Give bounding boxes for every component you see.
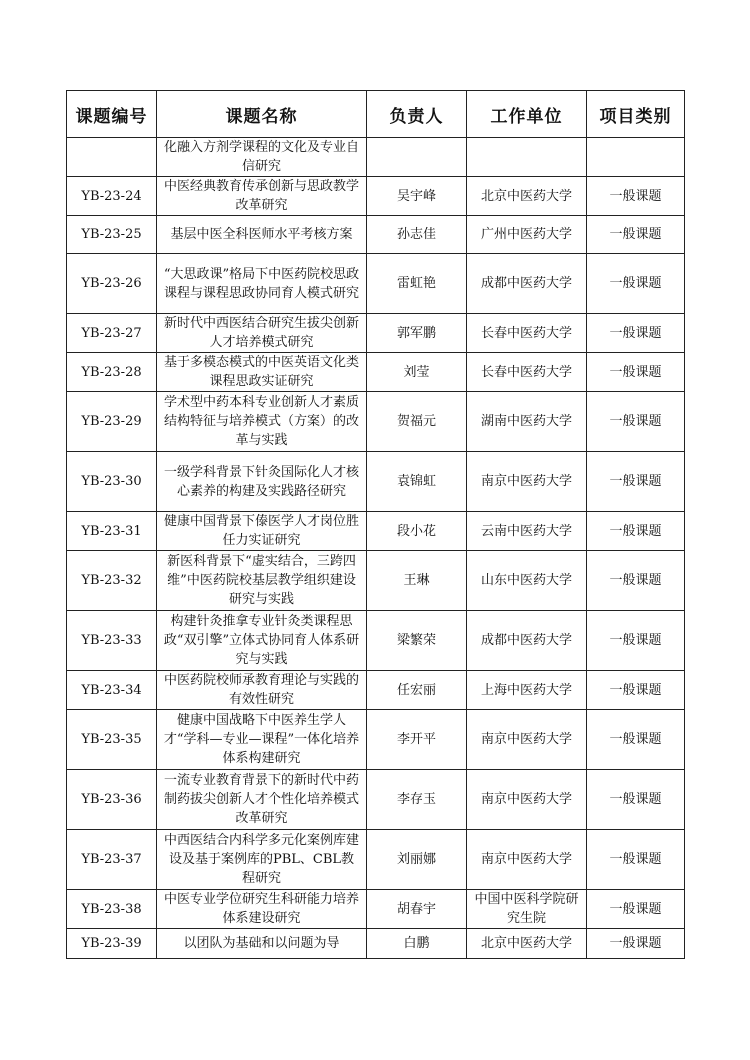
row-unit-cell: 南京中医药大学 [467, 770, 587, 830]
table-row [67, 830, 685, 890]
row-leader-cell: 胡春宇 [367, 890, 467, 929]
row-id-cell: YB-23-38 [67, 890, 157, 929]
table-row [67, 392, 685, 452]
row-title-cell: 新时代中西医结合研究生拔尖创新人才培养模式研究 [157, 314, 367, 353]
row-leader-cell: 孙志佳 [367, 216, 467, 254]
row-leader-cell: 袁锦虹 [367, 452, 467, 512]
row-title-cell: 新医科背景下“虚实结合，三跨四维”中医药院校基层教学组织建设研究与实践 [157, 551, 367, 611]
table-row [67, 770, 685, 830]
row-category-cell: 一般课题 [587, 671, 685, 710]
row-unit-cell: 中国中医科学院研究生院 [467, 890, 587, 929]
row-leader-cell: 段小花 [367, 512, 467, 551]
row-title-cell: 基于多模态模式的中医英语文化类课程思政实证研究 [157, 353, 367, 392]
row-unit-cell: 云南中医药大学 [467, 512, 587, 551]
row-leader-cell: 刘丽娜 [367, 830, 467, 890]
row-leader-cell: 李开平 [367, 710, 467, 770]
table-row [67, 929, 685, 959]
row-category-cell: 一般课题 [587, 216, 685, 254]
row-id-cell: YB-23-31 [67, 512, 157, 551]
header-unit: 工作单位 [467, 91, 587, 138]
row-unit-cell: 山东中医药大学 [467, 551, 587, 611]
table-body [67, 138, 685, 959]
row-category-cell: 一般课题 [587, 770, 685, 830]
row-leader-cell: 王琳 [367, 551, 467, 611]
table-row [67, 177, 685, 216]
row-id-cell: YB-23-25 [67, 216, 157, 254]
row-id-cell: YB-23-35 [67, 710, 157, 770]
row-category-cell: 一般课题 [587, 611, 685, 671]
row-leader-cell: 白鹏 [367, 929, 467, 959]
table-row [67, 710, 685, 770]
row-id-cell: YB-23-30 [67, 452, 157, 512]
table-row [67, 138, 685, 177]
row-category-cell [587, 138, 685, 177]
project-table [66, 90, 685, 959]
row-category-cell: 一般课题 [587, 177, 685, 216]
row-unit-cell: 南京中医药大学 [467, 830, 587, 890]
row-title-cell: 一级学科背景下针灸国际化人才核心素养的构建及实践路径研究 [157, 452, 367, 512]
table-row [67, 353, 685, 392]
row-title-cell: 学术型中药本科专业创新人才素质结构特征与培养模式（方案）的改革与实践 [157, 392, 367, 452]
row-id-cell: YB-23-29 [67, 392, 157, 452]
row-category-cell: 一般课题 [587, 452, 685, 512]
row-title-cell: 基层中医全科医师水平考核方案 [157, 216, 367, 254]
row-title-cell: 健康中国背景下傣医学人才岗位胜任力实证研究 [157, 512, 367, 551]
row-leader-cell: 梁繁荣 [367, 611, 467, 671]
row-id-cell: YB-23-28 [67, 353, 157, 392]
row-title-cell: 化融入方剂学课程的文化及专业自信研究 [157, 138, 367, 177]
row-unit-cell: 上海中医药大学 [467, 671, 587, 710]
table-row [67, 216, 685, 254]
row-unit-cell: 南京中医药大学 [467, 452, 587, 512]
row-id-cell: YB-23-27 [67, 314, 157, 353]
table-row [67, 314, 685, 353]
row-category-cell: 一般课题 [587, 551, 685, 611]
header-title: 课题名称 [157, 91, 367, 138]
row-unit-cell: 成都中医药大学 [467, 254, 587, 314]
header-category: 项目类别 [587, 91, 685, 138]
row-title-cell: 以团队为基础和以问题为导 [157, 929, 367, 959]
row-unit-cell: 北京中医药大学 [467, 929, 587, 959]
row-leader-cell: 李存玉 [367, 770, 467, 830]
table-row [67, 512, 685, 551]
row-title-cell: 一流专业教育背景下的新时代中药制药拔尖创新人才个性化培养模式改革研究 [157, 770, 367, 830]
row-id-cell: YB-23-24 [67, 177, 157, 216]
row-leader-cell [367, 138, 467, 177]
row-unit-cell: 湖南中医药大学 [467, 392, 587, 452]
row-category-cell: 一般课题 [587, 512, 685, 551]
table-row [67, 671, 685, 710]
row-category-cell: 一般课题 [587, 353, 685, 392]
row-unit-cell: 长春中医药大学 [467, 353, 587, 392]
row-category-cell: 一般课题 [587, 710, 685, 770]
row-category-cell: 一般课题 [587, 314, 685, 353]
row-category-cell: 一般课题 [587, 890, 685, 929]
row-title-cell: 中医专业学位研究生科研能力培养体系建设研究 [157, 890, 367, 929]
row-category-cell: 一般课题 [587, 254, 685, 314]
row-category-cell: 一般课题 [587, 929, 685, 959]
table-row [67, 611, 685, 671]
row-id-cell: YB-23-36 [67, 770, 157, 830]
row-title-cell: 中医药院校师承教育理论与实践的有效性研究 [157, 671, 367, 710]
row-id-cell: YB-23-26 [67, 254, 157, 314]
row-leader-cell: 贺福元 [367, 392, 467, 452]
row-leader-cell: 刘莹 [367, 353, 467, 392]
row-leader-cell: 郭军鹏 [367, 314, 467, 353]
row-id-cell: YB-23-39 [67, 929, 157, 959]
row-unit-cell [467, 138, 587, 177]
table-header-row [67, 91, 685, 138]
table-row [67, 551, 685, 611]
row-title-cell: 构建针灸推拿专业针灸类课程思政“双引擎”立体式协同育人体系研究与实践 [157, 611, 367, 671]
table-row [67, 452, 685, 512]
row-id-cell [67, 138, 157, 177]
row-title-cell: “大思政课”格局下中医药院校思政课程与课程思政协同育人模式研究 [157, 254, 367, 314]
row-unit-cell: 广州中医药大学 [467, 216, 587, 254]
row-leader-cell: 吴宇峰 [367, 177, 467, 216]
row-id-cell: YB-23-32 [67, 551, 157, 611]
row-category-cell: 一般课题 [587, 830, 685, 890]
row-leader-cell: 雷虹艳 [367, 254, 467, 314]
row-title-cell: 中医经典教育传承创新与思政教学改革研究 [157, 177, 367, 216]
row-id-cell: YB-23-34 [67, 671, 157, 710]
header-leader: 负责人 [367, 91, 467, 138]
table-row [67, 254, 685, 314]
row-unit-cell: 长春中医药大学 [467, 314, 587, 353]
row-title-cell: 健康中国战略下中医养生学人才“学科—专业—课程”一体化培养体系构建研究 [157, 710, 367, 770]
row-unit-cell: 南京中医药大学 [467, 710, 587, 770]
row-leader-cell: 任宏丽 [367, 671, 467, 710]
row-unit-cell: 北京中医药大学 [467, 177, 587, 216]
row-id-cell: YB-23-37 [67, 830, 157, 890]
row-unit-cell: 成都中医药大学 [467, 611, 587, 671]
row-category-cell: 一般课题 [587, 392, 685, 452]
row-title-cell: 中西医结合内科学多元化案例库建设及基于案例库的PBL、CBL教程研究 [157, 830, 367, 890]
header-id: 课题编号 [67, 91, 157, 138]
row-id-cell: YB-23-33 [67, 611, 157, 671]
table-row [67, 890, 685, 929]
